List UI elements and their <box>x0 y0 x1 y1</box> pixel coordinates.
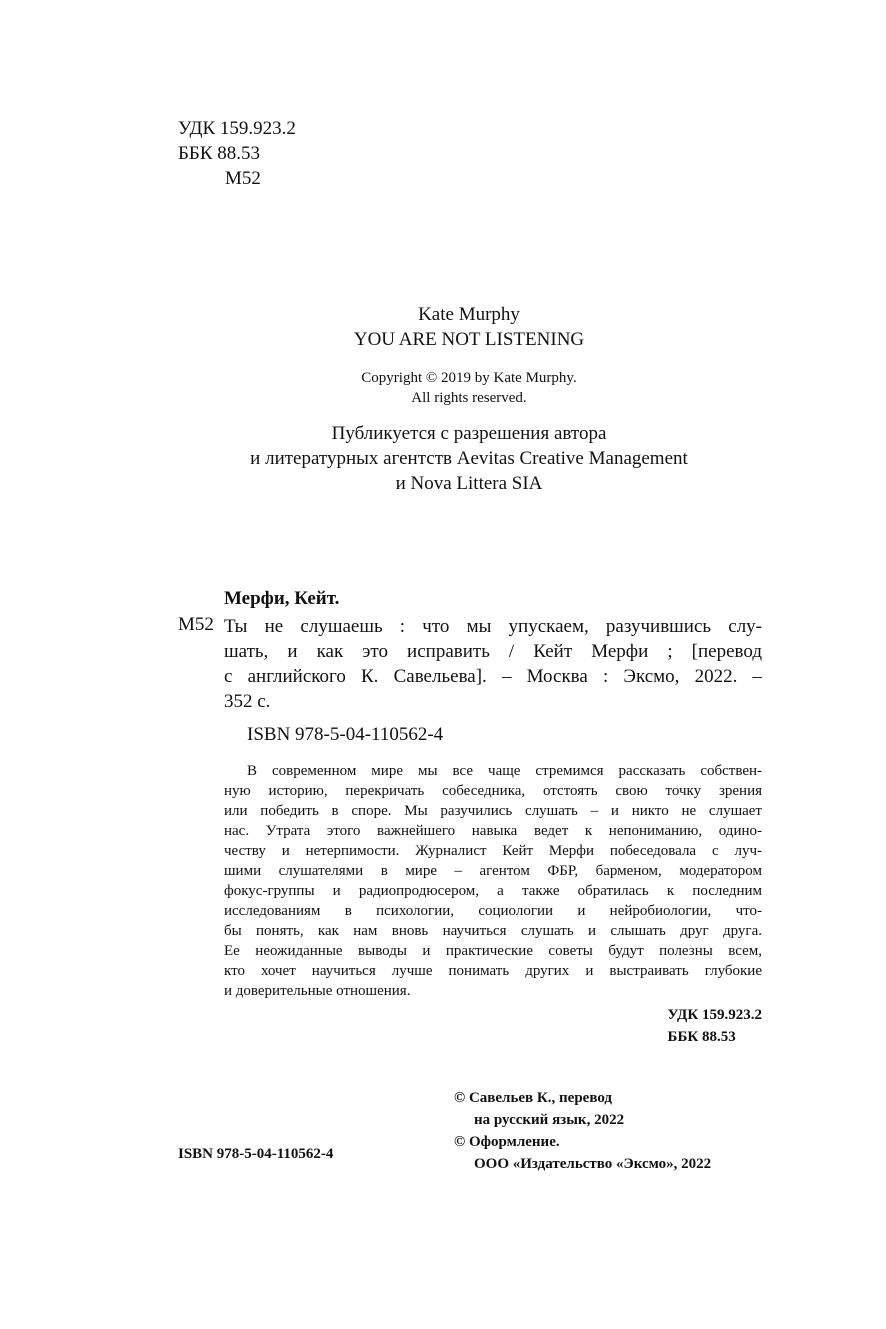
annotation-line: фокус-группы и радиопродюсером, а также обратилась к последним <box>224 883 762 899</box>
classification-block <box>178 116 296 191</box>
annotation-line: кто хочет научиться лучше понимать других и выстраивать глубокие <box>224 963 762 979</box>
original-author: Kate Murphy <box>418 304 520 325</box>
annotation-line: Ее неожиданные выводы и практические советы будут полезны всем, <box>224 943 762 959</box>
translation-copyright: на русский язык, 2022 <box>474 1112 625 1128</box>
bibliographic-line: шать, и как это исправить / Кейт Мерфи ; [перевод <box>224 641 762 662</box>
isbn-footer: ISBN 978-5-04-110562-4 <box>178 1146 334 1162</box>
bibliographic-line: Ты не слушаешь : что мы упускаем, разучившись слу- <box>224 616 762 637</box>
original-title-block <box>0 302 886 352</box>
bbk-code: ББК 88.53 <box>667 1029 736 1045</box>
bbk-code: ББК 88.53 <box>178 143 260 164</box>
annotation-line: исследованиям в психологии, социологии и нейробиологии, что- <box>224 903 762 919</box>
bibliographic-line: 352 с. <box>224 691 271 712</box>
bibliographic-description <box>224 614 762 714</box>
permission-line: и литературных агентств Aevitas Creative Management <box>250 448 688 469</box>
annotation-line: бы понять, как нам вновь научиться слушать и слышать друг друга. <box>224 923 762 939</box>
author-heading: Мерфи, Кейт. <box>224 588 340 609</box>
bottom-classification <box>668 1004 762 1048</box>
rights-line: All rights reserved. <box>411 390 527 406</box>
annotation-line: нас. Утрата этого важнейшего навыка ведет к непониманию, одино- <box>224 823 762 839</box>
original-title: YOU ARE NOT LISTENING <box>353 329 585 350</box>
udk-code: УДК 159.923.2 <box>667 1007 762 1023</box>
annotation-line: шими слушателями в мире – агентом ФБР, барменом, модератором <box>224 863 762 879</box>
bibliographic-line: с английского К. Савельева]. – Москва : Эксмо, 2022. – <box>224 666 762 687</box>
annotation-line: В современном мире мы все чаще стремимся рассказать собствен- <box>247 763 762 779</box>
bibliographic-code: М52 <box>178 614 214 635</box>
annotation-line: и доверительные отношения. <box>224 983 411 999</box>
copyright-line: Copyright © 2019 by Kate Murphy. <box>361 370 577 386</box>
original-copyright <box>0 368 886 408</box>
isbn: ISBN 978-5-04-110562-4 <box>247 724 444 745</box>
design-copyright: © Оформление. <box>454 1134 560 1150</box>
permission-line: и Nova Littera SIA <box>395 473 543 494</box>
annotation-line: ную историю, перекричать собеседника, отстоять свою точку зрения <box>224 783 762 799</box>
design-copyright: ООО «Издательство «Эксмо», 2022 <box>474 1156 712 1172</box>
annotation-line: честву и нетерпимости. Журналист Кейт Мерфи побеседовала с луч- <box>224 843 762 859</box>
permission-notice <box>0 421 886 496</box>
permission-line: Публикуется с разрешения автора <box>331 423 607 444</box>
annotation <box>224 761 762 1001</box>
copyright-footer <box>454 1087 711 1175</box>
translation-copyright: © Савельев К., перевод <box>454 1090 612 1106</box>
author-mark: М52 <box>225 168 261 189</box>
annotation-line: или победить в споре. Мы разучились слушать – и никто не слушает <box>224 803 762 819</box>
udk-code: УДК 159.923.2 <box>178 118 296 139</box>
